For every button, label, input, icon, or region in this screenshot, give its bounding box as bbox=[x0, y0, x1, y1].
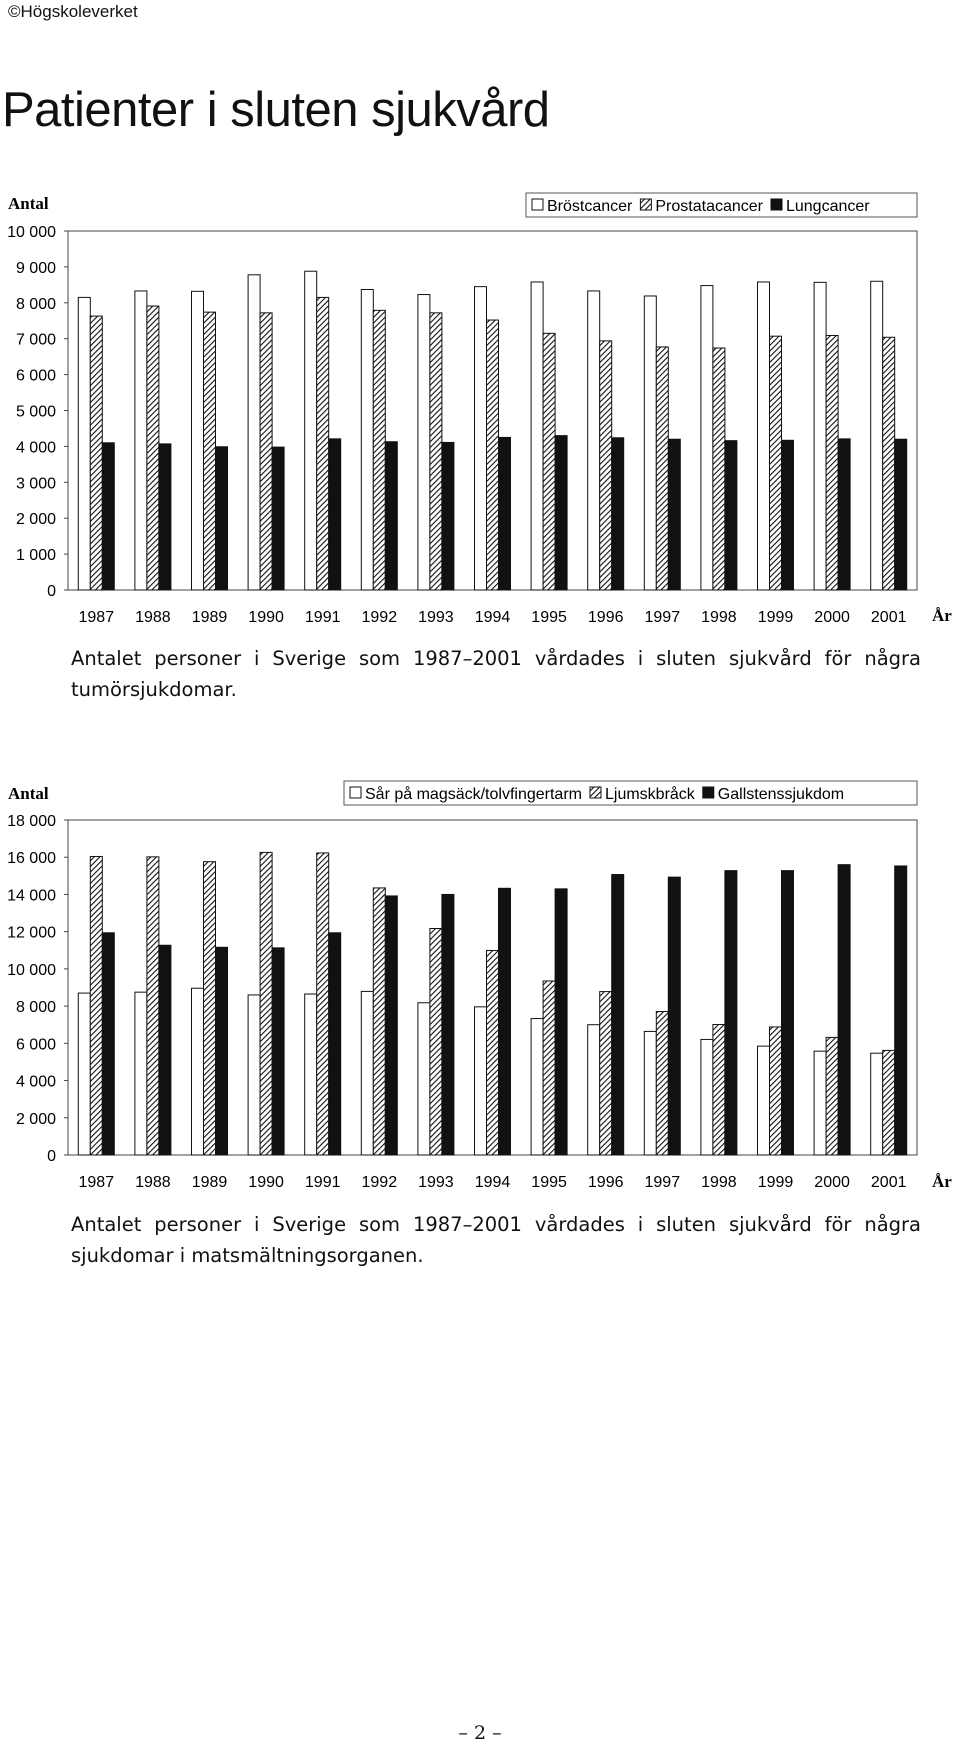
bar-black-1995 bbox=[555, 436, 567, 590]
y-tick-label: 4 000 bbox=[15, 439, 56, 457]
legend-swatch-hatch bbox=[640, 199, 651, 210]
bar-white-1995 bbox=[531, 1019, 543, 1155]
bar-hatch-1988 bbox=[147, 857, 159, 1155]
bar-black-1990 bbox=[272, 948, 284, 1155]
x-tick-label: 1992 bbox=[361, 1174, 398, 1191]
bar-white-1991 bbox=[305, 994, 317, 1155]
x-tick-label: 1999 bbox=[757, 1174, 794, 1191]
bar-hatch-2000 bbox=[826, 1037, 838, 1155]
x-tick-label: 1988 bbox=[135, 1174, 171, 1191]
bar-hatch-1994 bbox=[487, 950, 499, 1155]
bar-hatch-1993 bbox=[430, 929, 442, 1155]
chart-tumor-diseases bbox=[0, 185, 960, 635]
bar-hatch-1989 bbox=[204, 862, 216, 1155]
bar-hatch-2000 bbox=[826, 335, 838, 590]
bar-white-1996 bbox=[588, 291, 600, 590]
x-tick-label: 1993 bbox=[418, 609, 454, 626]
y-tick-label: 8 000 bbox=[15, 295, 56, 313]
y-tick-label: 12 000 bbox=[7, 924, 56, 942]
x-axis-title: År bbox=[932, 1172, 952, 1191]
legend-swatch-white bbox=[350, 787, 361, 798]
bar-black-2000 bbox=[838, 865, 850, 1155]
bar-hatch-2001 bbox=[883, 337, 895, 590]
bar-white-1995 bbox=[531, 282, 543, 590]
bar-black-1993 bbox=[442, 894, 454, 1155]
bar-white-1993 bbox=[418, 295, 430, 590]
bar-white-1992 bbox=[361, 991, 373, 1155]
bar-white-2000 bbox=[814, 282, 826, 590]
bar-hatch-1998 bbox=[713, 1025, 725, 1155]
bar-white-1997 bbox=[644, 1031, 656, 1155]
bar-black-1993 bbox=[442, 442, 454, 590]
y-tick-label: 3 000 bbox=[15, 475, 56, 493]
bar-hatch-1996 bbox=[600, 341, 612, 590]
bar-white-1991 bbox=[305, 271, 317, 590]
legend-swatch-hatch bbox=[590, 787, 601, 798]
bar-hatch-1999 bbox=[770, 1027, 782, 1155]
y-tick-label: 0 bbox=[47, 1148, 56, 1165]
bar-white-2001 bbox=[871, 1053, 883, 1155]
x-tick-label: 1994 bbox=[474, 609, 511, 626]
bar-hatch-1992 bbox=[373, 310, 385, 590]
bar-white-2000 bbox=[814, 1051, 826, 1155]
bar-white-1990 bbox=[248, 995, 260, 1155]
bar-hatch-1988 bbox=[147, 306, 159, 590]
chart-caption-tumors: Antalet personer i Sverige som 1987–2001 vårdades i sluten sjukvård för några tumörsjukdomar. bbox=[71, 647, 921, 701]
x-tick-label: 1992 bbox=[361, 609, 398, 626]
y-axis-title: Antal bbox=[8, 784, 49, 803]
bar-hatch-1997 bbox=[656, 347, 668, 590]
bar-hatch-1991 bbox=[317, 297, 329, 590]
y-tick-label: 16 000 bbox=[7, 850, 56, 868]
bar-white-1994 bbox=[475, 287, 487, 590]
bar-white-1989 bbox=[192, 291, 204, 590]
bar-black-2000 bbox=[838, 439, 850, 590]
bar-black-1998 bbox=[725, 441, 737, 590]
bar-black-1988 bbox=[159, 945, 171, 1155]
x-tick-label: 1995 bbox=[531, 609, 567, 626]
y-tick-label: 7 000 bbox=[15, 331, 56, 349]
y-tick-label: 10 000 bbox=[7, 961, 56, 979]
bar-white-1988 bbox=[135, 992, 147, 1155]
x-axis-title: År bbox=[932, 606, 952, 625]
legend-entry: Prostatacancer bbox=[655, 198, 763, 215]
page-number: – 2 – bbox=[458, 1722, 502, 1744]
x-tick-label: 1994 bbox=[474, 1174, 511, 1191]
page-title: Patienter i sluten sjukvård bbox=[2, 83, 550, 137]
y-axis-title: Antal bbox=[8, 194, 49, 213]
bar-black-1997 bbox=[668, 439, 680, 590]
bar-black-1992 bbox=[385, 442, 397, 590]
x-tick-label: 1990 bbox=[248, 609, 284, 626]
bar-black-1995 bbox=[555, 889, 567, 1155]
y-tick-label: 4 000 bbox=[15, 1073, 56, 1091]
bar-hatch-1987 bbox=[90, 316, 102, 590]
y-tick-label: 2 000 bbox=[15, 1110, 56, 1128]
x-tick-label: 1987 bbox=[78, 1174, 115, 1191]
bar-white-2001 bbox=[871, 281, 883, 590]
y-tick-label: 8 000 bbox=[15, 999, 56, 1017]
x-tick-label: 1996 bbox=[587, 1174, 624, 1191]
legend-entry: Lungcancer bbox=[785, 198, 870, 215]
bar-black-2001 bbox=[895, 439, 907, 590]
bar-hatch-1989 bbox=[204, 312, 216, 590]
bar-black-1999 bbox=[782, 871, 794, 1155]
bar-white-1997 bbox=[644, 296, 656, 590]
bar-white-1987 bbox=[78, 993, 90, 1155]
x-tick-label: 2000 bbox=[814, 1174, 850, 1191]
x-tick-label: 1989 bbox=[191, 609, 228, 626]
bar-black-1998 bbox=[725, 871, 737, 1155]
y-tick-label: 18 000 bbox=[7, 813, 56, 830]
legend-entry: Ljumskbråck bbox=[604, 786, 695, 803]
chart-digestive-diseases bbox=[0, 775, 960, 1200]
bar-black-1990 bbox=[272, 447, 284, 590]
bar-hatch-1993 bbox=[430, 313, 442, 590]
legend-entry: Gallstenssjukdom bbox=[717, 786, 845, 803]
bar-white-1989 bbox=[192, 988, 204, 1155]
bar-hatch-1994 bbox=[487, 320, 499, 590]
bar-white-1990 bbox=[248, 275, 260, 590]
bar-black-1989 bbox=[216, 947, 228, 1155]
bar-black-1991 bbox=[329, 439, 341, 590]
x-tick-label: 1990 bbox=[248, 1174, 284, 1191]
bar-white-1993 bbox=[418, 1003, 430, 1155]
x-tick-label: 1987 bbox=[78, 609, 115, 626]
legend-entry: Sår på magsäck/tolvfingertarm bbox=[365, 786, 582, 803]
copyright-notice: ©Högskoleverket bbox=[8, 2, 138, 21]
x-tick-label: 1993 bbox=[418, 1174, 454, 1191]
bar-black-1994 bbox=[499, 437, 511, 590]
bar-black-1991 bbox=[329, 933, 341, 1155]
bar-hatch-1995 bbox=[543, 333, 555, 590]
y-tick-label: 5 000 bbox=[15, 403, 56, 421]
x-tick-label: 2001 bbox=[870, 609, 907, 626]
bar-white-1998 bbox=[701, 1039, 713, 1155]
x-tick-label: 1991 bbox=[304, 609, 341, 626]
bar-hatch-1987 bbox=[90, 856, 102, 1155]
bar-white-1994 bbox=[475, 1007, 487, 1155]
chart-caption-digestive: Antalet personer i Sverige som 1987–2001 vårdades i sluten sjukvård för några sjukdomar i matsmältningsorganen. bbox=[71, 1213, 921, 1267]
y-tick-label: 0 bbox=[47, 583, 56, 600]
bar-hatch-1999 bbox=[770, 336, 782, 590]
bar-hatch-1998 bbox=[713, 348, 725, 590]
x-tick-label: 1996 bbox=[587, 609, 624, 626]
bar-white-1998 bbox=[701, 286, 713, 590]
x-tick-label: 2000 bbox=[814, 609, 850, 626]
bar-black-1988 bbox=[159, 444, 171, 590]
bar-hatch-1990 bbox=[260, 852, 272, 1155]
bar-hatch-1992 bbox=[373, 888, 385, 1155]
bar-hatch-1997 bbox=[656, 1012, 668, 1155]
bar-white-1992 bbox=[361, 290, 373, 590]
bar-black-1987 bbox=[102, 443, 114, 590]
x-tick-label: 1998 bbox=[701, 1174, 737, 1191]
x-tick-label: 1991 bbox=[304, 1174, 341, 1191]
legend-entry: Bröstcancer bbox=[547, 198, 633, 215]
bar-black-1994 bbox=[499, 888, 511, 1155]
x-tick-label: 2001 bbox=[870, 1174, 907, 1191]
x-tick-label: 1997 bbox=[644, 609, 681, 626]
y-tick-label: 10 000 bbox=[7, 224, 56, 241]
y-tick-label: 14 000 bbox=[7, 887, 56, 905]
legend-swatch-black bbox=[771, 199, 782, 210]
bar-black-1989 bbox=[216, 447, 228, 590]
bar-black-1996 bbox=[612, 438, 624, 590]
bar-black-1999 bbox=[782, 440, 794, 590]
bar-black-1996 bbox=[612, 875, 624, 1155]
bar-black-1987 bbox=[102, 933, 114, 1155]
bar-white-1987 bbox=[78, 297, 90, 590]
x-tick-label: 1999 bbox=[757, 609, 794, 626]
y-tick-label: 1 000 bbox=[15, 547, 56, 565]
x-tick-label: 1997 bbox=[644, 1174, 681, 1191]
bar-hatch-2001 bbox=[883, 1050, 895, 1155]
y-tick-label: 6 000 bbox=[15, 367, 56, 385]
bar-black-1997 bbox=[668, 877, 680, 1155]
bar-hatch-1995 bbox=[543, 981, 555, 1155]
bar-white-1988 bbox=[135, 291, 147, 590]
bar-white-1999 bbox=[758, 1046, 770, 1155]
x-tick-label: 1998 bbox=[701, 609, 737, 626]
bar-hatch-1991 bbox=[317, 853, 329, 1155]
bar-hatch-1990 bbox=[260, 313, 272, 590]
bar-white-1999 bbox=[758, 282, 770, 590]
legend-swatch-white bbox=[532, 199, 543, 210]
x-tick-label: 1988 bbox=[135, 609, 171, 626]
x-tick-label: 1989 bbox=[191, 1174, 228, 1191]
bar-white-1996 bbox=[588, 1025, 600, 1155]
y-tick-label: 2 000 bbox=[15, 511, 56, 529]
x-tick-label: 1995 bbox=[531, 1174, 567, 1191]
legend-swatch-black bbox=[703, 787, 714, 798]
y-tick-label: 6 000 bbox=[15, 1036, 56, 1054]
bar-black-1992 bbox=[385, 896, 397, 1155]
bar-black-2001 bbox=[895, 866, 907, 1155]
y-tick-label: 9 000 bbox=[15, 259, 56, 277]
bar-hatch-1996 bbox=[600, 992, 612, 1155]
